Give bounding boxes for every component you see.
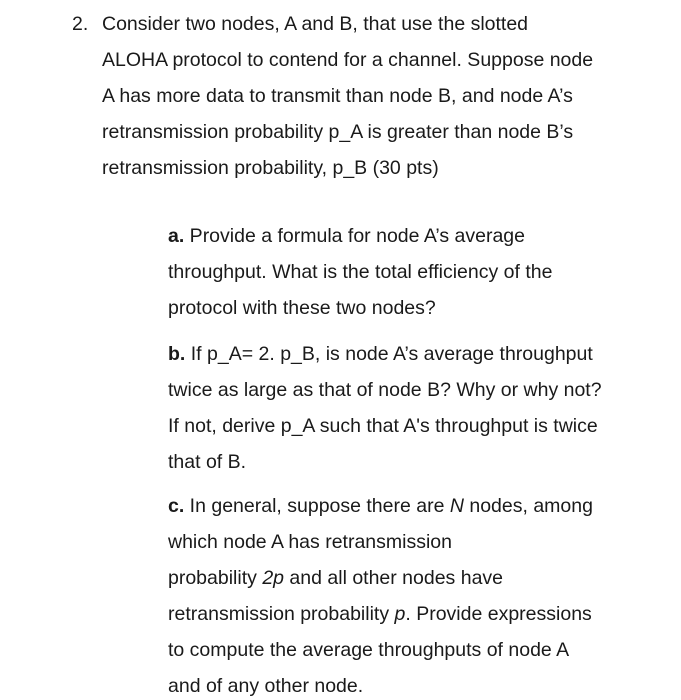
part-c-line-2: which node A has retransmission: [168, 531, 452, 553]
part-a-line-2: throughput. What is the total efficiency of the: [168, 261, 553, 283]
question-line-1: Consider two nodes, A and B, that use the slotted: [102, 13, 529, 35]
part-c-var-p: p: [394, 603, 406, 625]
part-c-text-1b: nodes, among: [463, 495, 593, 517]
question-line-3: A has more data to transmit than node B, and node A’s: [102, 85, 573, 107]
part-c-line-6: and of any other node.: [168, 675, 364, 697]
part-a-text-1: Provide a formula for node A’s average: [184, 225, 525, 247]
part-b-line-4: that of B.: [168, 451, 247, 473]
part-c-text-1a: In general, suppose there are: [184, 495, 450, 517]
part-c-var-n: N: [449, 495, 464, 517]
part-c-text-4b: . Provide expressions: [405, 603, 592, 625]
part-c-line-4: [168, 602, 592, 626]
part-a-line-1: [168, 224, 525, 248]
part-c-line-3: [168, 566, 503, 590]
part-b-line-2: twice as large as that of node B? Why or why not?: [168, 379, 602, 401]
question-line-5: retransmission probability, p_B (30 pts): [102, 157, 439, 179]
part-c-var-2p: 2p: [262, 567, 285, 589]
part-c-text-3a: probability: [168, 567, 263, 589]
part-c-line-5: to compute the average throughputs of node A: [168, 639, 570, 661]
part-c-line-1: [168, 494, 593, 518]
part-c-text-3b: and all other nodes have: [284, 567, 504, 589]
part-b-text-1: If p_A= 2. p_B, is node A’s average throughput: [185, 343, 593, 365]
part-c-text-4a: retransmission probability: [168, 603, 395, 625]
part-a-line-3: protocol with these two nodes?: [168, 297, 436, 319]
question-line-4: retransmission probability p_A is greater than node B’s: [102, 121, 574, 143]
part-c-label: c.: [168, 495, 185, 517]
part-a-label: a.: [168, 225, 185, 247]
part-b-label: b.: [168, 343, 186, 365]
question-line-2: ALOHA protocol to contend for a channel. Suppose node: [102, 49, 594, 71]
part-b-line-1: [168, 342, 593, 366]
part-b-line-3: If not, derive p_A such that A's throughput is twice: [168, 415, 598, 437]
question-number: 2.: [72, 13, 89, 35]
